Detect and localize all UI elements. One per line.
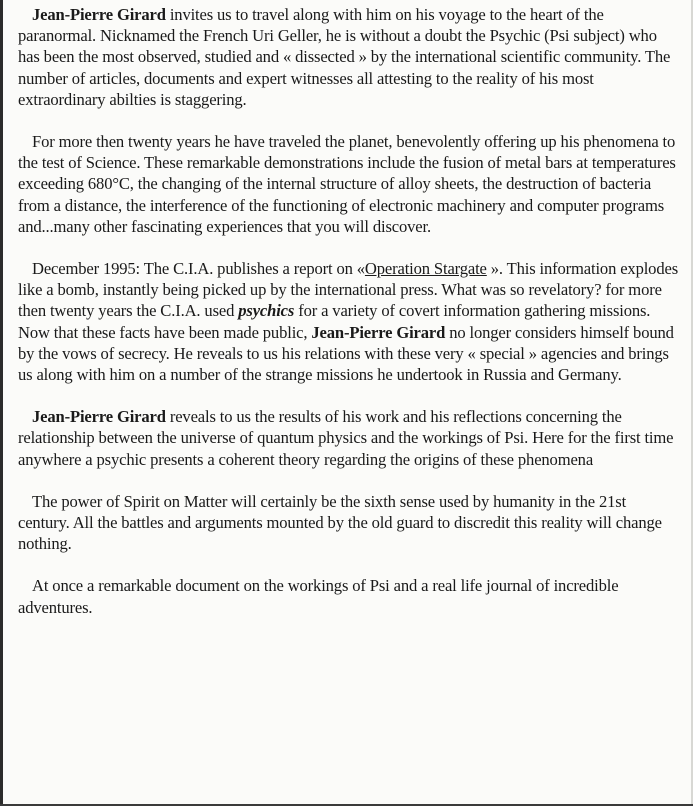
paragraph-text: ». This information explodes like a bomb, instantly being picked up by the international press. What was so revelatory? for more then twenty years the C.I.A. used — [18, 259, 678, 321]
paragraph-text: The power of Spirit on Matter will certainly be the sixth sense used by humanity in the 21st century. All the battles and arguments mounted by the old guard to discredit this reality will change nothing. — [18, 491, 662, 554]
paragraph-cia-report — [18, 258, 681, 385]
paragraph-text: For more then twenty years he have traveled the planet, benevolently offering up his phenomena to the test of Science. These remarkable demonstrations include the fusion of metal bars at temperatures exceeding 680°C, the changing of the internal structure of alloy sheets, the destruction of bacteria from a distance, the interference of the functioning of electronic machinery and computer programs and...many other fascinating experiences that you will discover. — [18, 132, 676, 236]
paragraph-text: for a variety of covert information gathering missions. Now that these facts have been made public, — [18, 301, 651, 342]
operation-stargate-text: Operation Stargate — [364, 259, 487, 279]
paragraph-text: December 1995: The C.I.A. publishes a report on « — [32, 259, 365, 279]
paragraph-text: no longer considers himself bound by the vows of secrecy. He reveals to us his relations with these very « special » agencies and brings us along with him on a number of the strange missions he undertook in Russia and Germany. — [18, 322, 674, 385]
paragraph-introduction — [18, 4, 681, 110]
author-name: Jean-Pierre Girard — [32, 5, 166, 24]
paragraph-text: reveals to us the results of his work and his reflections concerning the relationship between the universe of quantum physics and the workings of Psi. Here for the first time anywhere a psychic presents a coherent theory regarding the origins of these phenomena — [18, 407, 674, 469]
author-name: Jean-Pierre Girard — [32, 407, 166, 427]
paragraph-text: invites us to travel along with him on his voyage to the heart of the paranormal. Nicknamed the French Uri Geller, he is without a doubt the Psychic (Psi subject) who has been the most observed, studied and « dissected » by the international scientific community. The number of articles, documents and expert witnesses all attesting to the reality of his most extraordinary abilties is staggering. — [18, 5, 671, 109]
paragraph-demonstrations — [18, 131, 681, 237]
scan-left-edge — [0, 0, 3, 806]
paragraph-text: At once a remarkable document on the workings of Psi and a real life journal of incredible adventures. — [18, 576, 619, 617]
paragraph-spirit-on-matter — [18, 491, 681, 555]
author-name: Jean-Pierre Girard — [311, 322, 446, 342]
psychics-emphasis: psychics — [238, 301, 295, 321]
paragraph-conclusion — [18, 575, 681, 617]
paragraph-quantum-physics — [18, 406, 681, 470]
